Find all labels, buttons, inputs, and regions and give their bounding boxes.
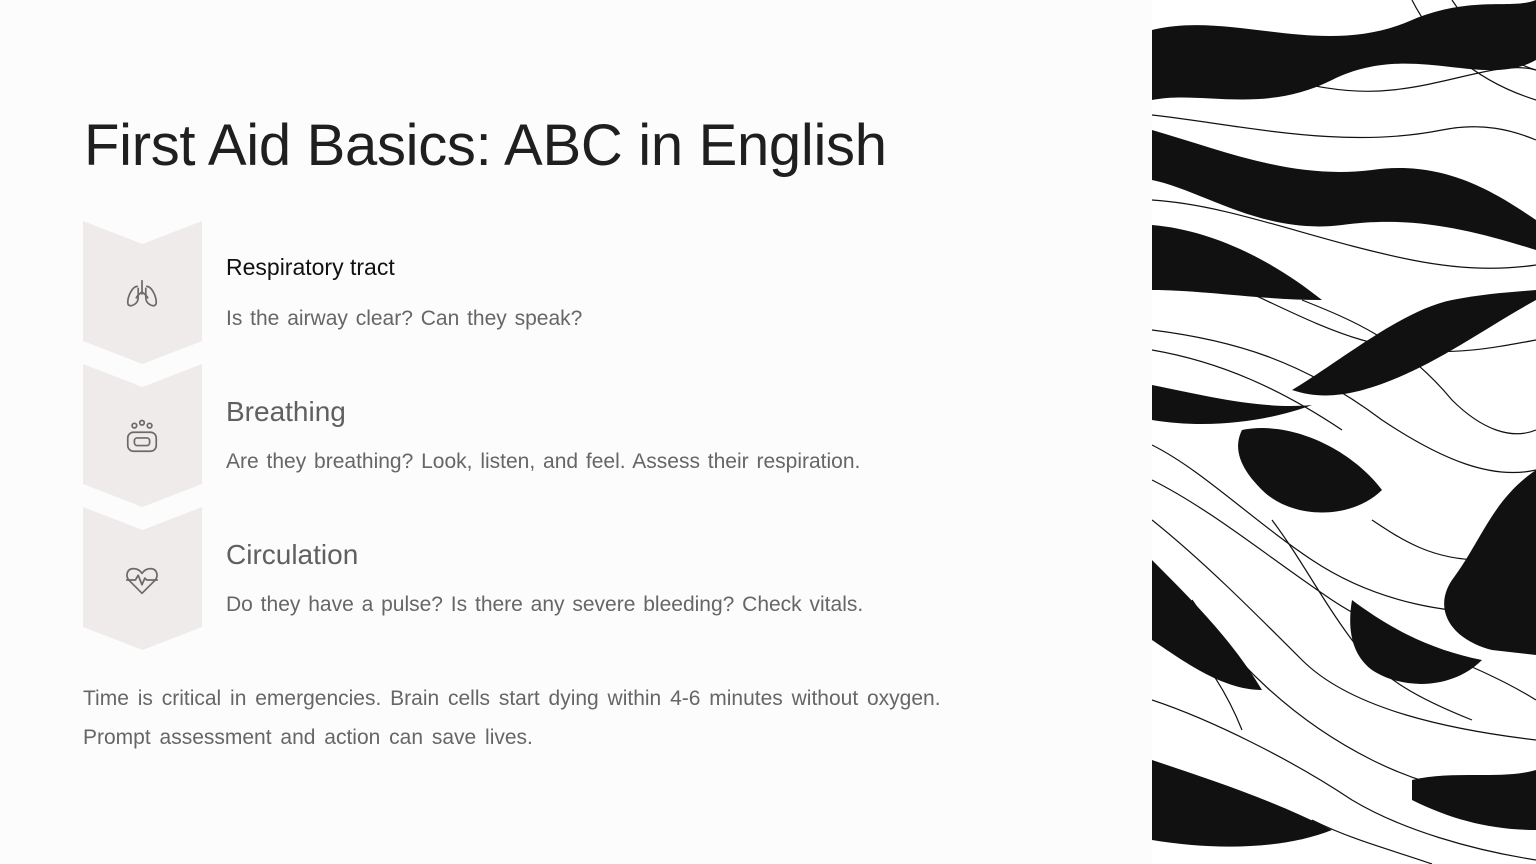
lungs-icon: [123, 275, 161, 313]
footer-note: Time is critical in emergencies. Brain cells start dying within 4-6 minutes without oxygen. Prompt assessment and action can save lives.: [83, 687, 941, 749]
abstract-wave-image: [1152, 0, 1536, 864]
step-circulation: [83, 507, 1023, 650]
step-airway: [83, 221, 1023, 364]
step-title: Circulation: [226, 539, 359, 570]
step-title: Breathing: [226, 396, 346, 427]
breathing-icon: [123, 418, 161, 456]
step-description: Do they have a pulse? Is there any severe bleeding? Check vitals.: [226, 593, 864, 616]
step-chevron: [83, 507, 202, 650]
step-breathing: [83, 364, 1023, 507]
step-chevron: [83, 364, 202, 507]
step-chevron: [83, 221, 202, 364]
step-title: Respiratory tract: [226, 254, 395, 280]
slide-title: First Aid Basics: ABC in English: [84, 113, 887, 178]
heartbeat-icon: [123, 561, 161, 599]
step-description: Is the airway clear? Can they speak?: [226, 307, 583, 330]
step-description: Are they breathing? Look, listen, and feel. Assess their respiration.: [226, 450, 861, 473]
